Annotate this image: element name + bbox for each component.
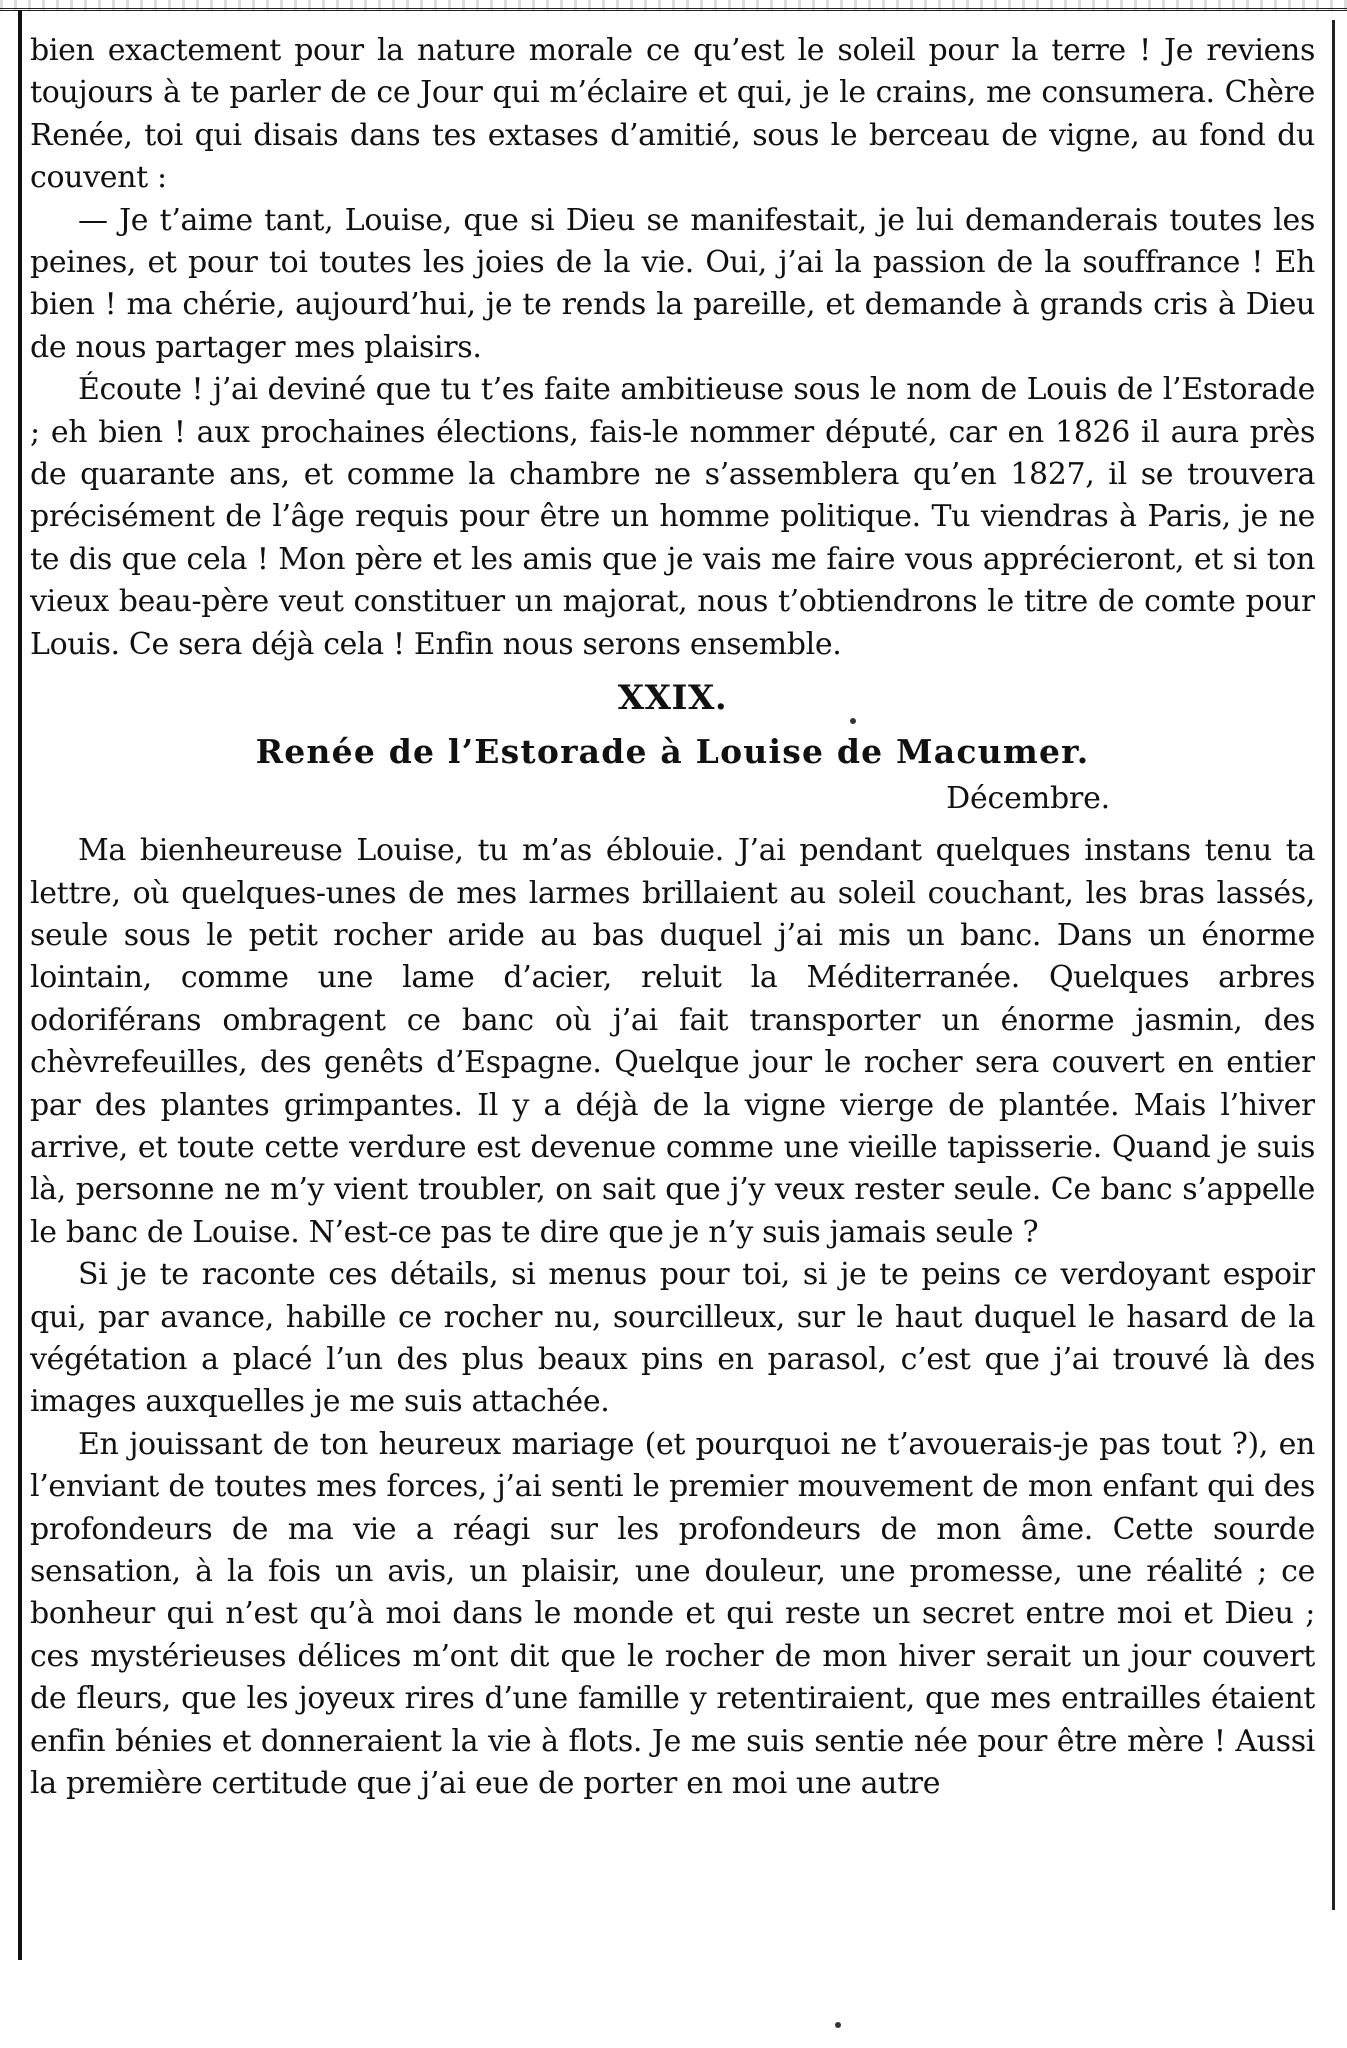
- body-paragraph-3: Écoute ! j’ai deviné que tu t’es faite ambitieuse sous le nom de Louis de l’Estorade ; eh bien ! aux prochaines élections, fais-le nommer député, car en 1826 il aura près de quarante ans, et comme la chambre ne s’assemblera qu’en 1827, il se trouvera précisément de l’âge requis pour être un homme politique. Tu viendras à Paris, je ne te dis que cela ! Mon père et les amis que je vais me faire vous apprécieront, et si ton vieux beau-père veut constituer un majorat, nous t’obtiendrons le titre de comte pour Louis. Ce sera déjà cela ! Enfin nous serons ensemble.: [30, 372, 1315, 662]
- chapter-number: XXIX.: [617, 678, 728, 719]
- letter-date: Décembre.: [946, 781, 1110, 817]
- body-paragraph-1: bien exactement pour la nature morale ce qu’est le soleil pour la terre ! Je reviens toujours à te parler de ce Jour qui m’éclaire et qui, je le crains, me consumera. Chère Renée, toi qui disais dans tes extases d’amitié, sous le berceau de vigne, au fond du couvent :: [30, 33, 1315, 196]
- body-paragraph-2: — Je t’aime tant, Louise, que si Dieu se manifestait, je lui demanderais toutes les peines, et pour toi toutes les joies de la vie. Oui, j’ai la passion de la souffrance ! Eh bien ! ma chérie, aujourd’hui, je te rends la pareille, et demande à grands cris à Dieu de nous partager mes plaisirs.: [30, 202, 1315, 365]
- top-rule: [0, 0, 1347, 11]
- body-paragraph-5: Si je te raconte ces détails, si menus pour toi, si je te peins ce verdoyant espoir qui, par avance, habille ce rocher nu, sourcilleux, sur le haut duquel le hasard de la végétation a placé l’un des plus beaux pins en parasol, c’est que j’ai trouvé là des images auxquelles je me suis attachée.: [30, 1257, 1315, 1420]
- right-column-rule: [1332, 20, 1335, 1910]
- letter-heading: Renée de l’Estorade à Louise de Macumer.: [255, 732, 1090, 772]
- newspaper-page: [30, 30, 1315, 1970]
- ink-speck: [835, 2022, 841, 2028]
- body-paragraph-4: Ma bienheureuse Louise, tu m’as éblouie. J’ai pendant quelques instans tenu ta lettre, où quelques-unes de mes larmes brillaient au soleil couchant, les bras lassés, seule sous le petit rocher aride au bas duquel j’ai mis un banc. Dans un énorme lointain, comme une lame d’acier, reluit la Méditerranée. Quelques arbres odoriférans ombragent ce banc où j’ai fait transporter un énorme jasmin, des chèvrefeuilles, des genêts d’Espagne. Quelque jour le rocher sera couvert en entier par des plantes grimpantes. Il y a déjà de la vigne vierge de plantée. Mais l’hiver arrive, et toute cette verdure est devenue comme une vieille tapisserie. Quand je suis là, personne ne m’y vient troubler, on sait que j’y veux rester seule. Ce banc s’appelle le banc de Louise. N’est-ce pas te dire que je n’y suis jamais seule ?: [30, 833, 1315, 1250]
- body-paragraph-6: En jouissant de ton heureux mariage (et pourquoi ne t’avouerais-je pas tout ?), en l’enviant de toutes mes forces, j’ai senti le premier mouvement de mon enfant qui des profondeurs de ma vie a réagi sur les profondeurs de mon âme. Cette sourde sensation, à la fois un avis, un plaisir, une douleur, une promesse, une réalité ; ce bonheur qui n’est qu’à moi dans le monde et qui reste un secret entre moi et Dieu ; ces mystérieuses délices m’ont dit que le rocher de mon hiver serait un jour couvert de fleurs, que les joyeux rires d’une famille y retentiraient, que mes entrailles étaient enfin bénies et donneraient la vie à flots. Je me suis sentie née pour être mère ! Aussi la première certitude que j’ai eue de porter en moi une autre: [30, 1426, 1315, 1802]
- left-column-rule: [18, 10, 22, 1960]
